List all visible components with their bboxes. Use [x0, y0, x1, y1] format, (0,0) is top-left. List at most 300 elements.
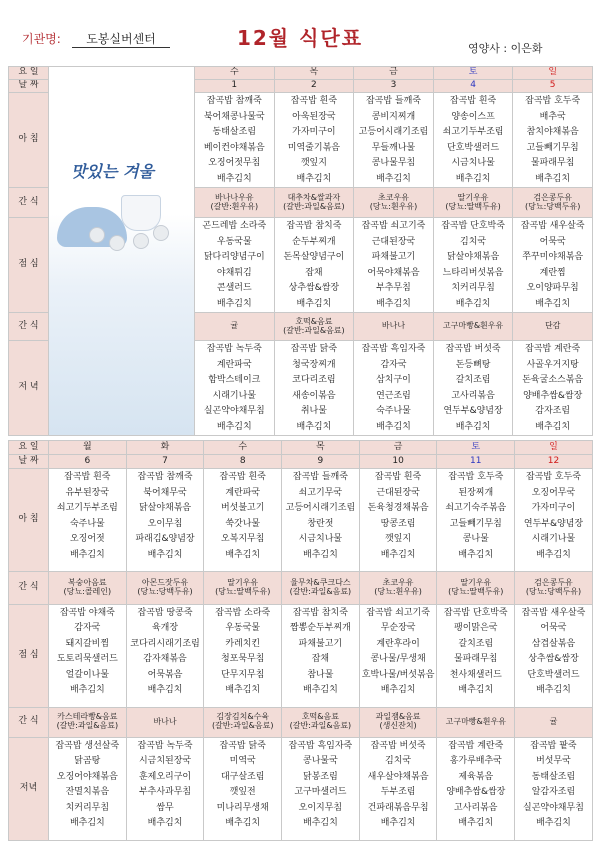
breakfast-cell [126, 469, 204, 572]
dinner-item: 잡곡밥 녹두죽 [137, 740, 193, 751]
breakfast-item: 잡곡밥 들깨죽 [365, 96, 421, 106]
lunch-item: 갈치조림 [458, 638, 494, 649]
breakfast-item: 파래김&양념장 [135, 534, 195, 545]
date-cell: 10 [359, 455, 437, 469]
breakfast-item: 깻잎지 [385, 534, 412, 545]
lunch-cell [433, 218, 513, 313]
snack_am-item: 바나나우유 [214, 192, 254, 202]
snack_pm-item: (생신잔치) [379, 721, 417, 731]
snack_am-label: 간 식 [9, 188, 49, 218]
lunch-item: 얼갈이나물 [65, 669, 110, 680]
day-name: 일 [515, 441, 593, 455]
breakfast-item: 베이컨야채볶음 [203, 142, 265, 153]
lunch-item: 배추김치 [225, 685, 261, 696]
date-cell: 7 [126, 455, 204, 469]
dinner-item: 연근조림 [376, 390, 411, 401]
dinner-item: 고사리볶음 [454, 802, 498, 813]
dinner-cell [437, 737, 515, 840]
week2-table [8, 440, 593, 841]
dinner-item: 청국장찌개 [292, 359, 336, 370]
lunch-item: 치커리무침 [451, 283, 495, 293]
breakfast-item: 오징어무국 [531, 487, 576, 498]
day-name: 목 [282, 441, 360, 455]
lunch-item: 청포묵무침 [220, 654, 265, 665]
dinner-item: 새송이볶음 [292, 390, 336, 401]
dinner-item: 치커리무침 [65, 802, 110, 813]
day-name: 금 [354, 67, 434, 80]
lunch-item: 감자채볶음 [143, 654, 187, 665]
lunch-item: 어묵볶음 [147, 669, 183, 680]
snack_am-item: 초코우유 [382, 578, 414, 588]
dinner-item: 고사리볶음 [451, 390, 495, 401]
snack_pm-item: (갈반:과일&음료) [211, 721, 274, 731]
breakfast-item: 배추김치 [216, 173, 252, 184]
winter-poster-image [49, 67, 194, 435]
dinner-item: 제육볶음 [458, 771, 494, 782]
snack_am-label: 간 식 [9, 572, 49, 605]
breakfast-cell [204, 469, 282, 572]
lunch-item: 잡곡밥 쇠고기죽 [361, 221, 426, 231]
lunch-item: 곤드레밥 소라죽 [202, 221, 267, 231]
dinner-item: 배추김치 [216, 421, 252, 432]
breakfast-item: 배추김치 [69, 549, 105, 560]
snack_pm-cell [433, 313, 513, 341]
dinner-item: 오이지무침 [298, 802, 343, 813]
dinner-item: 삼치구이 [376, 375, 411, 385]
lunch-item: 돈목살양념구이 [283, 252, 345, 262]
dinner-cell [274, 341, 354, 436]
dinner-item: 훈제오리구이 [138, 771, 192, 782]
dinner-item: 실곤약야채무침 [203, 406, 265, 416]
day-header-label: 요 일 [9, 67, 49, 80]
lunch-cell [274, 218, 354, 313]
dinner-item: 고구마샐러드 [294, 787, 347, 798]
lunch-item: 배추김치 [455, 298, 491, 309]
snack_pm-item: 김장김치&수육 [216, 712, 270, 722]
snack_pm-label: 간 식 [9, 313, 49, 341]
dinner-item: 새우살야채볶음 [367, 771, 429, 782]
lunch-item: 배추김치 [303, 685, 338, 696]
date-cell: 11 [437, 455, 515, 469]
dinner-item: 갈치조림 [455, 375, 491, 385]
breakfast-item: 창란젓 [307, 518, 334, 529]
day-name: 수 [204, 441, 282, 455]
breakfast-item: 고등어시래기조림 [285, 503, 356, 514]
snack_am-item: (갈반:과일&음료) [283, 201, 345, 211]
snack_am-cell [359, 572, 437, 605]
breakfast-cell [354, 93, 434, 188]
lunch-item: 어묵국 [540, 623, 567, 634]
lunch-item: 파채불고기 [298, 638, 343, 649]
breakfast-item: 숙주나물 [69, 518, 105, 529]
snack_am-item: (당뇨:당백두유) [525, 201, 581, 211]
breakfast-item: 잡곡밥 흰죽 [290, 96, 338, 106]
lunch-item: 감자국 [74, 623, 101, 634]
date-header-label: 날 짜 [9, 455, 49, 469]
lunch-item: 닭다리양념구이 [203, 252, 265, 262]
lunch-item: 상추쌈&쌈장 [288, 283, 340, 293]
dinner-item: 잡곡밥 버섯죽 [445, 344, 501, 354]
breakfast-item: 배추김치 [147, 549, 183, 560]
lunch-item: 근대된장국 [371, 236, 416, 247]
breakfast-item: 쇠고기두부조림 [56, 503, 118, 514]
breakfast-item: 콩비지찌개 [371, 111, 416, 122]
snack_pm-item: 귤 [549, 716, 558, 726]
breakfast-item: 깻잎지 [300, 158, 327, 168]
snack_am-item: 딸기우유 [457, 192, 489, 202]
breakfast-item: 미역줄기볶음 [287, 142, 340, 153]
snack_pm-cell [126, 707, 204, 737]
date-cell: 3 [354, 80, 434, 93]
breakfast-item: 오이무침 [147, 518, 183, 529]
breakfast-item: 잡곡밥 흰죽 [449, 96, 497, 106]
lunch-cell [204, 604, 282, 707]
dinner-item: 잡곡밥 녹두죽 [206, 344, 262, 354]
date-header-label: 날 짜 [9, 80, 49, 93]
lunch-item: 오이양파무침 [526, 283, 579, 293]
lunch-item: 잡곡밥 단호박죽 [443, 607, 508, 618]
lunch-item: 김치국 [460, 236, 487, 247]
breakfast-item: 북어채무국 [143, 487, 187, 498]
breakfast-item: 무들깨나물 [371, 142, 416, 153]
lunch-item: 우동국물 [216, 236, 252, 247]
cup-icon [121, 195, 161, 231]
dinner-item: 배추김치 [536, 818, 571, 829]
day-header-label: 요 일 [9, 441, 49, 455]
dinner-cell [195, 341, 275, 436]
lunch-cell [126, 604, 204, 707]
lunch-item: 배추김치 [376, 298, 411, 309]
dinner-item: 김치국 [385, 756, 412, 767]
dinner-item: 잡곡밥 흑임자죽 [361, 344, 426, 354]
lunch-item: 짬뽕순두부찌개 [289, 623, 351, 634]
dinner-item: 잡곡밥 닭죽 [219, 740, 266, 751]
dinner-item: 잡곡밥 생선살죽 [55, 740, 120, 751]
breakfast-item: 시금치나물 [451, 158, 495, 168]
dinner-item: 깻잎전 [229, 787, 256, 798]
breakfast-item: 닭살야채볶음 [138, 503, 192, 514]
lunch-item: 잡곡밥 소라죽 [215, 607, 271, 618]
breakfast-item: 잡곡밥 흰죽 [64, 472, 111, 483]
lunch-item: 물파래무침 [454, 654, 498, 665]
dinner-item: 잡곡밥 계란죽 [525, 344, 581, 354]
lunch-cell [515, 604, 593, 707]
dinner-item: 숙주나물 [376, 406, 411, 416]
snack_am-cell [282, 572, 360, 605]
snack_pm-cell [204, 707, 282, 737]
day-name: 토 [437, 441, 515, 455]
dinner-item: 감자조림 [535, 406, 571, 416]
lunch-item: 도토리묵샐러드 [56, 654, 118, 665]
lunch-item: 팽이맑은국 [454, 623, 498, 634]
dinner-item: 홍가루배추국 [449, 756, 502, 767]
breakfast-item: 배추국 [539, 111, 566, 122]
dinner-item: 배추김치 [455, 421, 491, 432]
dinner-cell [359, 737, 437, 840]
breakfast-item: 배추김치 [376, 173, 411, 184]
dinner-label: 저 녁 [9, 341, 49, 436]
breakfast-item: 잡곡밥 흰죽 [374, 472, 422, 483]
breakfast-item: 단호박샐러드 [446, 142, 500, 153]
breakfast-item: 배추김치 [296, 173, 332, 184]
dinner-item: 건파래볶음무침 [367, 802, 429, 813]
lunch-item: 삼겹살볶음 [531, 638, 576, 649]
dinner-item: 미나리무생채 [216, 802, 269, 813]
breakfast-item: 근대된장국 [376, 487, 420, 498]
snack_am-item: (당뇨:흰우유) [374, 586, 422, 596]
snack_pm-item: 고구마빵&흰우유 [442, 321, 504, 331]
breakfast-item: 유부된장국 [65, 487, 110, 498]
snack_pm-item: 바나나 [153, 716, 177, 726]
breakfast-item: 가자미구이 [531, 503, 576, 514]
dinner-item: 동태살조림 [531, 771, 576, 782]
snack_am-item: (당뇨:당백두유) [525, 586, 582, 596]
lunch-cell [354, 218, 434, 313]
dinner-item: 코다리조림 [292, 375, 336, 385]
snack_am-cell [437, 572, 515, 605]
breakfast-item: 참치야채볶음 [526, 127, 579, 137]
snack_am-item: (당뇨:딸백두유) [445, 201, 501, 211]
lunch-cell [282, 604, 360, 707]
lunch-cell [49, 604, 127, 707]
dinner-item: 계란파국 [216, 359, 252, 370]
snack_am-item: 딸기우유 [227, 578, 259, 588]
breakfast-cell [274, 93, 354, 188]
dinner-cell [354, 341, 434, 436]
dinner-cell [282, 737, 360, 840]
lunch-item: 콘샐러드 [216, 283, 252, 293]
snack_pm-item: 카스테라빵&음료 [57, 712, 118, 722]
breakfast-cell [433, 93, 513, 188]
lunch-item: 카레치킨 [225, 638, 261, 649]
snack_am-item: 율무차&쿠크다스 [290, 578, 351, 588]
lunch-item: 배추김치 [535, 298, 571, 309]
dinner-item: 잡곡밥 닭죽 [290, 344, 338, 354]
lunch-item: 잡곡밥 새우살죽 [521, 607, 586, 618]
dinner-item: 시래기나물 [212, 390, 257, 401]
breakfast-item: 시래기나물 [531, 534, 576, 545]
dinner-item: 배추김치 [225, 818, 261, 829]
lunch-item: 배추김치 [536, 685, 571, 696]
dinner-cell [515, 737, 593, 840]
breakfast-cell [515, 469, 593, 572]
date-cell: 6 [49, 455, 127, 469]
poster-text: 맛있는 겨울 [71, 162, 154, 181]
date-cell: 1 [195, 80, 275, 93]
lunch-cell [359, 604, 437, 707]
snack_pm-item: 귤 [230, 321, 239, 331]
breakfast-item: 쇠고기무국 [298, 487, 343, 498]
date-cell: 2 [274, 80, 354, 93]
breakfast-item: 잡곡밥 흰죽 [219, 472, 266, 483]
breakfast-item: 배추김치 [225, 549, 261, 560]
lunch-item: 우동국물 [225, 623, 261, 634]
breakfast-item: 잡곡밥 들깨죽 [292, 472, 348, 483]
breakfast-item: 시금치나물 [298, 534, 343, 545]
snack_am-cell [515, 572, 593, 605]
lunch-item: 잡곡밥 참치죽 [292, 607, 348, 618]
breakfast-item: 아욱된장국 [292, 111, 336, 122]
dinner-item: 배추김치 [458, 818, 494, 829]
breakfast-item: 계란파국 [225, 487, 261, 498]
dinner-cell [513, 341, 593, 436]
breakfast-cell [282, 469, 360, 572]
breakfast-item: 오복지무침 [220, 534, 265, 545]
snack_pm-cell [274, 313, 354, 341]
breakfast-item: 쑥갓나물 [225, 518, 261, 529]
breakfast-item: 콩나물 [462, 534, 489, 545]
breakfast-item: 배추김치 [303, 549, 338, 560]
lunch-item: 배추김치 [69, 685, 105, 696]
snack_am-item: (당뇨:당백두유) [137, 586, 193, 596]
dinner-item: 잔멸치볶음 [65, 787, 110, 798]
lunch-item: 육개장 [151, 623, 179, 634]
snack_am-item: (갈반:흰우유) [210, 201, 259, 211]
dinner-item: 돈등뼈탕 [455, 359, 491, 370]
breakfast-item: 물파래무침 [530, 158, 575, 168]
snack_pm-item: 호떡&음료 [295, 316, 333, 326]
dinner-item: 쌈무 [156, 802, 174, 813]
snack_am-cell [354, 188, 434, 218]
date-cell: 12 [515, 455, 593, 469]
snack_pm-item: (갈반:과일&음료) [283, 325, 345, 335]
lunch-item: 배추김치 [380, 685, 416, 696]
dinner-item: 부추사과무침 [138, 787, 192, 798]
snack_am-cell [274, 188, 354, 218]
snack_pm-cell [354, 313, 434, 341]
lunch-item: 쭈꾸미야채볶음 [522, 252, 584, 262]
breakfast-item: 버섯불고기 [220, 503, 265, 514]
dinner-item: 알감자조림 [531, 787, 576, 798]
breakfast-item: 북어채콩나물국 [203, 111, 265, 122]
snack_am-cell [49, 572, 127, 605]
lunch-item: 천사채샐러드 [449, 669, 502, 680]
snack_pm-cell [437, 707, 515, 737]
lunch-item: 호박나물/버섯볶음 [361, 669, 435, 680]
snack_pm-label: 간 식 [9, 707, 49, 737]
dinner-item: 배추김치 [380, 818, 416, 829]
dinner-item: 사골우거지탕 [526, 359, 579, 370]
breakfast-cell [195, 93, 275, 188]
dinner-item: 함박스테이크 [208, 375, 261, 385]
day-name: 화 [126, 441, 204, 455]
day-name: 월 [49, 441, 127, 455]
breakfast-cell [437, 469, 515, 572]
date-cell: 8 [204, 455, 282, 469]
breakfast-label: 아 침 [9, 93, 49, 188]
breakfast-item: 땅콩조림 [380, 518, 416, 529]
lunch-item: 야채튀김 [216, 267, 252, 278]
lunch-item: 단호박샐러드 [527, 669, 580, 680]
snack_am-item: 딸기우유 [460, 578, 492, 588]
dinner-item: 대구살조림 [220, 771, 265, 782]
dinner-item: 버섯무국 [536, 756, 571, 767]
lunch-item: 계란후라이 [376, 638, 420, 649]
lunch-item: 닭살야채볶음 [446, 252, 500, 262]
dinner-label: 저녁 [9, 737, 49, 840]
snack_pm-cell [282, 707, 360, 737]
date-cell: 9 [282, 455, 360, 469]
dinner-item: 오징어야채볶음 [56, 771, 118, 782]
snack_am-item: (당뇨:콜레인) [63, 586, 112, 596]
snack_pm-item: 단감 [544, 321, 561, 331]
snack_am-item: (당뇨:흰우유) [369, 201, 418, 211]
breakfast-item: 배추김치 [536, 549, 571, 560]
dinner-cell [49, 737, 127, 840]
lunch-item: 잡곡밥 땅콩죽 [137, 607, 193, 618]
breakfast-item: 고들빼기무침 [526, 142, 579, 153]
lunch-cell [513, 218, 593, 313]
day-name: 금 [359, 441, 437, 455]
snack_pm-cell [513, 313, 593, 341]
lunch-item: 배추김치 [147, 685, 183, 696]
breakfast-item: 잡곡밥 호두죽 [525, 96, 581, 106]
snack_pm-cell [359, 707, 437, 737]
snack_pm-item: 바나나 [381, 321, 406, 331]
lunch-item: 어묵국 [539, 236, 566, 247]
snack_am-item: 검은콩두유 [534, 578, 573, 588]
lunch-item: 어묵야채볶음 [367, 267, 420, 278]
snack_pm-item: 과일잼&음료 [375, 712, 421, 722]
dinner-item: 실곤약야채무침 [523, 802, 584, 813]
lunch-item: 느타리버섯볶음 [442, 267, 504, 278]
marshmallow-icon [133, 233, 149, 249]
snack_am-item: (당뇨:딸백두유) [215, 586, 271, 596]
lunch-item: 돼지갈비찜 [65, 638, 110, 649]
snack_am-item: 대추차&쌀과자 [287, 192, 341, 202]
lunch-item: 배추김치 [216, 298, 252, 309]
lunch-item: 잡곡밥 단호박죽 [441, 221, 505, 231]
lunch-item: 단무지무침 [220, 669, 265, 680]
date-cell: 4 [433, 80, 513, 93]
lunch-cell [437, 604, 515, 707]
breakfast-item: 배추김치 [455, 173, 491, 184]
dinner-cell [433, 341, 513, 436]
dinner-cell [126, 737, 204, 840]
dinner-item: 콩나물국 [303, 756, 338, 767]
lunch-item: 잡곡밥 야채죽 [59, 607, 115, 618]
breakfast-cell [49, 469, 127, 572]
snack_pm-cell [49, 707, 127, 737]
dietitian: 영양사 : 이은화 [468, 42, 543, 55]
dinner-item: 잡곡밥 흑임자죽 [288, 740, 353, 751]
breakfast-item: 배추김치 [458, 549, 494, 560]
breakfast-item: 잡곡밥 호두죽 [448, 472, 504, 483]
lunch-label: 점 심 [9, 604, 49, 707]
dinner-item: 연두부&양념장 [443, 406, 503, 416]
breakfast-item: 양송이스프 [451, 111, 495, 122]
lunch-item: 순두부찌개 [292, 236, 336, 247]
snack_pm-item: (갈반:과일&음료) [56, 721, 119, 731]
snack_am-item: 검은콩두유 [533, 192, 572, 202]
dinner-item: 잡곡밥 계란죽 [448, 740, 504, 751]
marshmallow-icon [109, 235, 125, 251]
lunch-item: 코다리시래기조림 [130, 638, 200, 649]
breakfast-item: 잡곡밥 참깨죽 [206, 96, 262, 106]
lunch-item: 상추쌈&쌈장 [528, 654, 579, 665]
lunch-item: 배추김치 [458, 685, 494, 696]
snack_am-item: (당뇨:딸백두유) [448, 586, 504, 596]
breakfast-item: 콩나물무침 [371, 158, 416, 168]
lunch-item: 잡곡밥 쇠고기죽 [366, 607, 430, 618]
breakfast-item: 쇠고기두부조림 [442, 127, 504, 137]
lunch-item: 잡곡밥 참치죽 [286, 221, 342, 231]
breakfast-item: 동태살조림 [212, 127, 257, 137]
breakfast-item: 가자미구이 [292, 127, 336, 137]
dinner-item: 취나물 [300, 406, 327, 416]
snack_am-cell [204, 572, 282, 605]
dinner-item: 감자국 [380, 359, 407, 370]
